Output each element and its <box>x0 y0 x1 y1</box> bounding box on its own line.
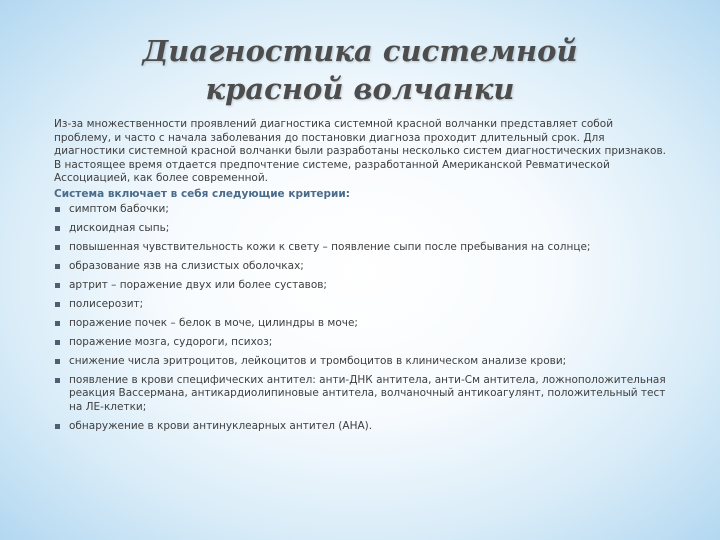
square-bullet-icon <box>55 340 60 345</box>
square-bullet-icon <box>55 359 60 364</box>
criteria-item <box>54 222 666 236</box>
criteria-item <box>54 241 666 255</box>
slide-title-line-1: Диагностика системной <box>142 34 578 68</box>
criteria-item-text: поражение мозга, судороги, психоз; <box>69 335 273 348</box>
criteria-item-text: поражение почек – белок в моче, цилиндры в моче; <box>69 316 358 329</box>
square-bullet-icon <box>55 283 60 288</box>
criteria-item <box>54 355 666 369</box>
criteria-item-text: полисерозит; <box>69 297 144 310</box>
criteria-item-text: артрит – поражение двух или более суставов; <box>69 278 327 291</box>
square-bullet-icon <box>55 378 60 383</box>
criteria-item <box>54 260 666 274</box>
square-bullet-icon <box>55 424 60 429</box>
criteria-item <box>54 420 666 434</box>
square-bullet-icon <box>55 321 60 326</box>
slide-title <box>60 32 660 108</box>
criteria-item <box>54 203 666 217</box>
square-bullet-icon <box>55 207 60 212</box>
criteria-item-text: образование язв на слизистых оболочках; <box>69 259 304 272</box>
criteria-heading: Система включает в себя следующие критерии: <box>54 187 350 200</box>
criteria-item <box>54 298 666 312</box>
square-bullet-icon <box>55 245 60 250</box>
criteria-item-text: симптом бабочки; <box>69 202 169 215</box>
criteria-item <box>54 336 666 350</box>
criteria-item-text: повышенная чувствительность кожи к свету – появление сыпи после пребывания на солнце; <box>69 240 591 253</box>
criteria-item <box>54 317 666 331</box>
slide-body <box>54 118 666 439</box>
criteria-item <box>54 374 666 415</box>
square-bullet-icon <box>55 302 60 307</box>
square-bullet-icon <box>55 264 60 269</box>
slide-title-line-2: красной волчанки <box>205 72 515 106</box>
criteria-item-text: появление в крови специфических антител: анти-ДНК антитела, анти-См антитела, ложноположительная реакция Вассермана, антикардиолипиновые антитела, волчаночный антикоагулянт, положительный тест на ЛЕ-клетки; <box>69 373 666 414</box>
criteria-item-text: снижение числа эритроцитов, лейкоцитов и тромбоцитов в клиническом анализе крови; <box>69 354 567 367</box>
criteria-item-text: дискоидная сыпь; <box>69 221 170 234</box>
intro-paragraph: Из-за множественности проявлений диагностика системной красной волчанки представляет собой проблему, и часто с начала заболевания до постановки диагноза проходит длительный срок. Для диагностики системной красной волчанки были разработаны несколько систем диагностических признаков. В настоящее время отдается предпочтение системе, разработанной Американской Ревматической Ассоциацией, как более современной. <box>54 118 667 185</box>
criteria-list <box>54 203 666 434</box>
criteria-item <box>54 279 666 293</box>
criteria-item-text: обнаружение в крови антинуклеарных антител (АНА). <box>69 420 373 432</box>
square-bullet-icon <box>55 226 60 231</box>
